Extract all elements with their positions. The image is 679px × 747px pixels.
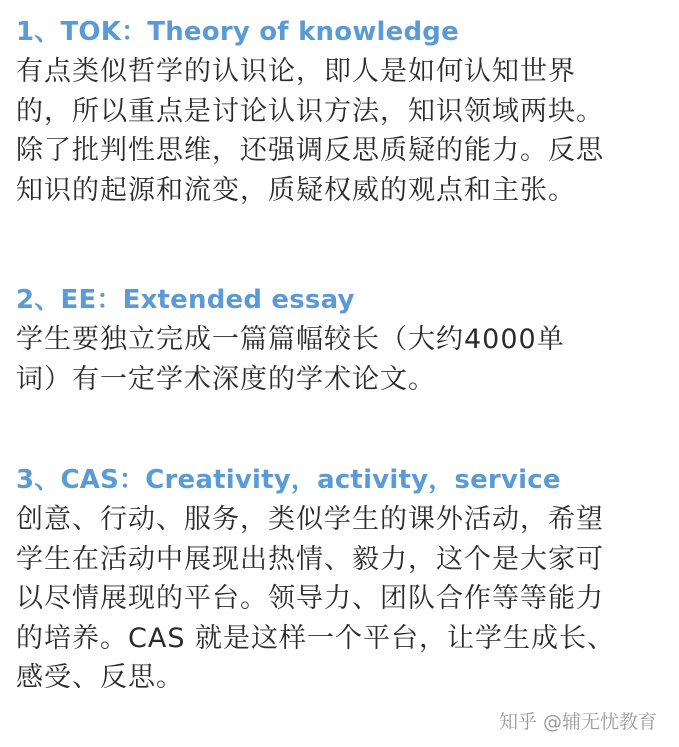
paragraph-line: 的培养。CAS 就是这样一个平台，让学生成长、 bbox=[16, 622, 616, 654]
zhihu-watermark: 知乎 @辅无忧教育 bbox=[491, 705, 665, 735]
paragraph-line: 学生要独立完成一篇篇幅较长（大约4000单 bbox=[16, 324, 565, 355]
paragraph-line: 感受、反思。 bbox=[16, 662, 184, 693]
paragraph-line: 知识的起源和流变，质疑权威的观点和主张。 bbox=[16, 174, 576, 206]
paragraph-line: 创意、行动、服务，类似学生的课外活动，希望 bbox=[16, 504, 604, 535]
paragraph-line: 词）有一定学术深度的学术论文。 bbox=[16, 363, 436, 395]
section-tok bbox=[16, 14, 666, 210]
paragraph-line: 有点类似哲学的认识论，即人是如何认知世界 bbox=[16, 56, 576, 87]
section-heading: 1、TOK：Theory of knowledge bbox=[16, 17, 459, 47]
section-paragraph bbox=[16, 500, 666, 698]
section-heading: 3、CAS：Creativity，activity，service bbox=[16, 465, 561, 495]
paragraph-line: 学生在活动中展现出热情、毅力，这个是大家可 bbox=[16, 543, 604, 575]
section-paragraph bbox=[16, 52, 666, 210]
section-cas bbox=[16, 462, 666, 698]
section-ee bbox=[16, 282, 666, 399]
section-heading: 2、EE：Extended essay bbox=[16, 285, 355, 315]
section-paragraph bbox=[16, 320, 666, 399]
paragraph-line: 以尽情展现的平台。领导力、团队合作等等能力 bbox=[16, 583, 604, 614]
paragraph-line: 除了批判性思维，还强调反思质疑的能力。反思 bbox=[16, 135, 604, 166]
paragraph-line: 的，所以重点是讨论认识方法，知识领域两块。 bbox=[16, 95, 604, 127]
